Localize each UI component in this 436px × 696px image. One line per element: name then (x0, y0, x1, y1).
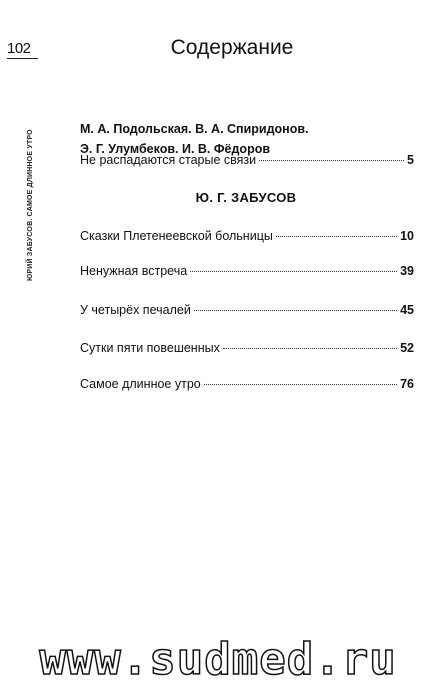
toc-entry-page: 10 (400, 229, 414, 243)
toc-entry-page: 76 (400, 377, 414, 391)
dot-leader (223, 348, 397, 349)
authors-line-2: Э. Г. Улумбеков. И. В. Фёдоров (80, 142, 271, 156)
toc-entry-page: 5 (407, 153, 414, 167)
toc-entry-page: 39 (400, 264, 414, 278)
toc-entry-title: Ненужная встреча (80, 264, 188, 278)
toc-entry-title: Самое длинное утро (80, 377, 201, 391)
toc-entry[interactable] (80, 264, 414, 282)
page-title: Содержание (170, 36, 294, 59)
toc-entry-title: Сутки пяти повешенных (80, 341, 220, 355)
toc-entry[interactable] (80, 229, 414, 247)
dot-leader (204, 384, 397, 385)
running-head-text: ЮРИЙ ЗАБУСОВ. САМОЕ ДЛИННОЕ УТРО (27, 129, 34, 281)
toc-entry-title: Сказки Плетенеевской больницы (80, 229, 273, 243)
toc-entry[interactable] (80, 303, 414, 321)
toc-entry-page: 52 (400, 341, 414, 355)
dot-leader (190, 271, 397, 272)
toc-entry[interactable] (80, 377, 414, 395)
toc-entry[interactable] (80, 153, 414, 171)
dot-leader (194, 310, 397, 311)
section-heading: Ю. Г. ЗАБУСОВ (195, 190, 297, 205)
toc-entry-title: Не распадаются старые связи (80, 153, 257, 167)
toc-entry-page: 45 (400, 303, 414, 317)
authors-line-1: М. А. Подольская. В. А. Спиридонов. (80, 122, 309, 136)
toc-entry[interactable] (80, 341, 414, 359)
watermark: www.sudmed.ru (39, 634, 397, 685)
dot-leader (259, 160, 404, 161)
running-head (24, 71, 38, 281)
dot-leader (276, 236, 397, 237)
toc-entry-title: У четырёх печалей (80, 303, 191, 317)
page-number: 102 (7, 40, 31, 57)
